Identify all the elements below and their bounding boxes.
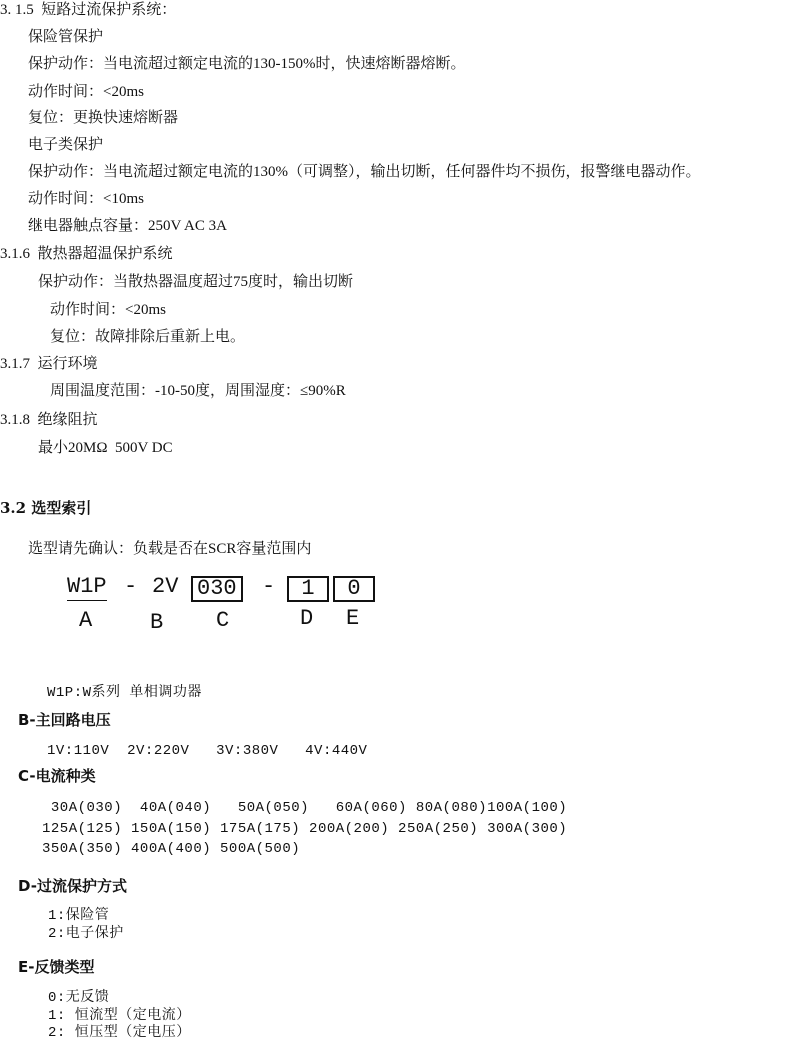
code-b: 2V [152,574,179,599]
code-d: 1 [287,576,329,602]
section-heading: 3.1.6 散热器超温保护系统 [0,246,173,262]
code-c: 030 [191,576,243,602]
e-item: 2: 恒压型（定电压） [48,1025,191,1041]
label-e: E [346,606,360,631]
relay-capacity: 继电器触点容量：250V AC 3A [28,218,227,234]
fuse-time: 动作时间：<20ms [28,84,144,100]
e-title: E-反馈类型 [18,958,95,976]
code-dash: - [124,574,138,599]
c-row: 125A(125) 150A(150) 175A(175) 200A(200) 250A(250) 300A(300) [42,821,568,837]
subheading-fuse: 保险管保护 [28,29,104,45]
electronic-action: 保护动作：当电流超过额定电流的130%（可调整），输出切断，任何器件均不损伤，报警继电器动作。 [28,164,701,180]
label-a: A [79,608,93,633]
section-heading: 3.1.8 绝缘阻抗 [0,412,98,428]
heatsink-action: 保护动作：当散热器温度超过75度时，输出切断 [38,274,354,290]
a-description: W1P:W系列 单相调功器 [47,685,202,701]
b-title: B-主回路电压 [18,711,111,729]
section-heading: 3.1.7 运行环境 [0,356,98,372]
section-heading: 3.2 选型索引 [0,499,92,517]
heatsink-time: 动作时间：<20ms [50,302,166,318]
c-row: 350A(350) 400A(400) 500A(500) [42,841,301,857]
selection-intro: 选型请先确认：负载是否在SCR容量范围内 [28,541,312,557]
fuse-reset: 复位：更换快速熔断器 [28,110,179,126]
c-row: 30A(030) 40A(040) 50A(050) 60A(060) 80A(080)100A(100) [42,800,568,816]
fuse-action: 保护动作：当电流超过额定电流的130-150%时，快速熔断器熔断。 [28,56,466,72]
label-b: B [150,610,164,635]
d-title: D-过流保护方式 [18,877,127,895]
heatsink-reset: 复位：故障排除后重新上电。 [50,329,246,345]
label-c: C [216,608,230,633]
c-title: C-电流种类 [18,767,96,785]
b-values: 1V:110V 2V:220V 3V:380V 4V:440V [47,743,368,759]
code-e: 0 [333,576,375,602]
label-d: D [300,606,314,631]
d-item: 2:电子保护 [48,926,124,942]
insulation-text: 最小20MΩ 500V DC [38,440,173,456]
code-a: W1P [67,574,107,599]
section-heading: 3. 1.5 短路过流保护系统： [0,2,177,18]
environment-text: 周围温度范围：-10-50度，周围湿度：≤90%R [50,383,346,399]
e-item: 1: 恒流型（定电流） [48,1008,191,1024]
code-dash: - [262,574,276,599]
electronic-time: 动作时间：<10ms [28,191,144,207]
d-item: 1:保险管 [48,908,110,924]
e-item: 0:无反馈 [48,990,110,1006]
subheading-electronic: 电子类保护 [28,137,104,153]
